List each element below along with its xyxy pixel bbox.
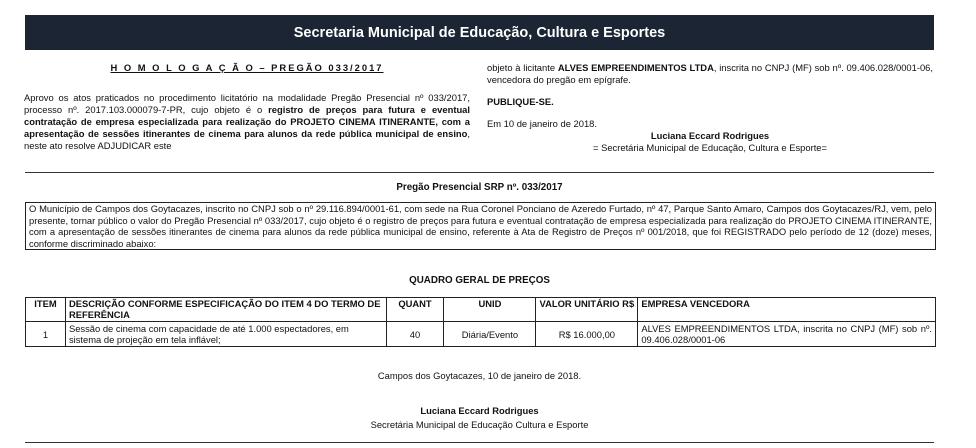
ata-title: Pregão Presencial SRP nº. 033/2017 [396,182,563,193]
header-empresa: EMPRESA VENCEDORA [638,298,936,322]
quadro-title: QUADRO GERAL DE PREÇOS [409,275,550,286]
continuation-end: , inscrita no CNPJ (MF) sob nº. 09.406.028/0001-06, vencedora do pregão em epígrafe. [487,62,934,85]
header-title: Secretaria Municipal de Educação, Cultura e Esportes [293,24,666,41]
homologacao-left-column [24,62,470,152]
ata-body: O Município de Campos dos Goytacazes, inscrito no CNPJ sob o nº 29.116.894/0001-61, com sede na Rua Coronel Ponciano de Azeredo Furtado, nº 47, Parque Santo Amaro, Campos dos Goytacazes/RJ, vem, pelo presente, tornar público o valor do Pregão Presencial nº 033/2017, cujo objeto é o registro de preços para futura e eventual contratação de empresa especializada para realização do PROJETO CINEMA ITINERANTE, com a apresentação de sessões itinerantes de cinema para alunos da rede pública municipal de ensino, referente à Ata de Registro de Preços nº 001/2018, que foi REGISTRADO pelo período de 12 (doze) meses, conforme discriminado abaixo: [25,202,936,250]
homologacao-text-end: , neste ato resolve ADJUDICAR este [24,128,470,151]
company-name: ALVES EMPREENDIMENTOS LTDA [557,62,714,73]
cell-descricao: Sessão de cinema com capacidade de até 1.000 espectadores, em sistema de projeção em tela inflável; [65,322,386,347]
bottom-divider [25,442,934,443]
page-header [25,15,934,50]
homologacao-text-start: Aprovo os atos praticados no procedimento licitatório na modalidade Pregão Presencial nº 033/2017, processo nº. 2017.103.000079-7-PR, cujo objeto é o [24,92,470,115]
header-quant: QUANT [386,298,444,322]
cell-valor: R$ 16.000,00 [536,322,638,347]
publique-se: PUBLIQUE-SE. [487,96,554,107]
price-table [25,297,936,347]
divider [25,172,934,173]
homologacao-signer: Luciana Eccard Rodrigues [650,130,770,141]
header-valor: VALOR UNITÁRIO R$ [536,298,638,322]
cell-item: 1 [26,322,66,347]
header-unid: UNID [444,298,536,322]
header-descricao: DESCRIÇÃO CONFORME ESPECIFICAÇÃO DO ITEM 4 DO TERMO DE REFERÊNCIA [65,298,386,322]
homologacao-text-bold: registro de preços para futura e eventual contratação de empresa especializada para realização do PROJETO CINEMA ITINERANTE, com a apresentação de sessões itinerantes de cinema para alunos da rede pública municipal de ensino [24,104,470,139]
homologacao-continuation [487,62,933,86]
homologacao-paragraph [24,92,470,152]
place-date: Campos dos Goytacazes, 10 de janeiro de 2018. [377,370,582,381]
cell-empresa: ALVES EMPREENDIMENTOS LTDA, inscrita no CNPJ (MF) sob nº. 09.406.028/0001-06 [638,322,936,347]
table-header-row [26,298,936,322]
footer-signer: Luciana Eccard Rodrigues [420,405,539,416]
cell-quant: 40 [386,322,444,347]
table-row [26,322,936,347]
continuation-start: objeto à licitante [487,62,558,73]
homologacao-right-column [487,62,933,154]
homologacao-date: Em 10 de janeiro de 2018. [487,118,597,129]
footer-signer-role: Secretária Municipal de Educação Cultura e Esporte [370,419,589,430]
homologacao-signer-role: = Secretária Municipal de Educação, Cultura e Esporte= [593,142,827,153]
cell-unid: Diária/Evento [444,322,536,347]
header-item: ITEM [26,298,66,322]
homologacao-title: H O M O L O G A Ç Ã O – PREGÃO 033/2017 [110,62,384,73]
